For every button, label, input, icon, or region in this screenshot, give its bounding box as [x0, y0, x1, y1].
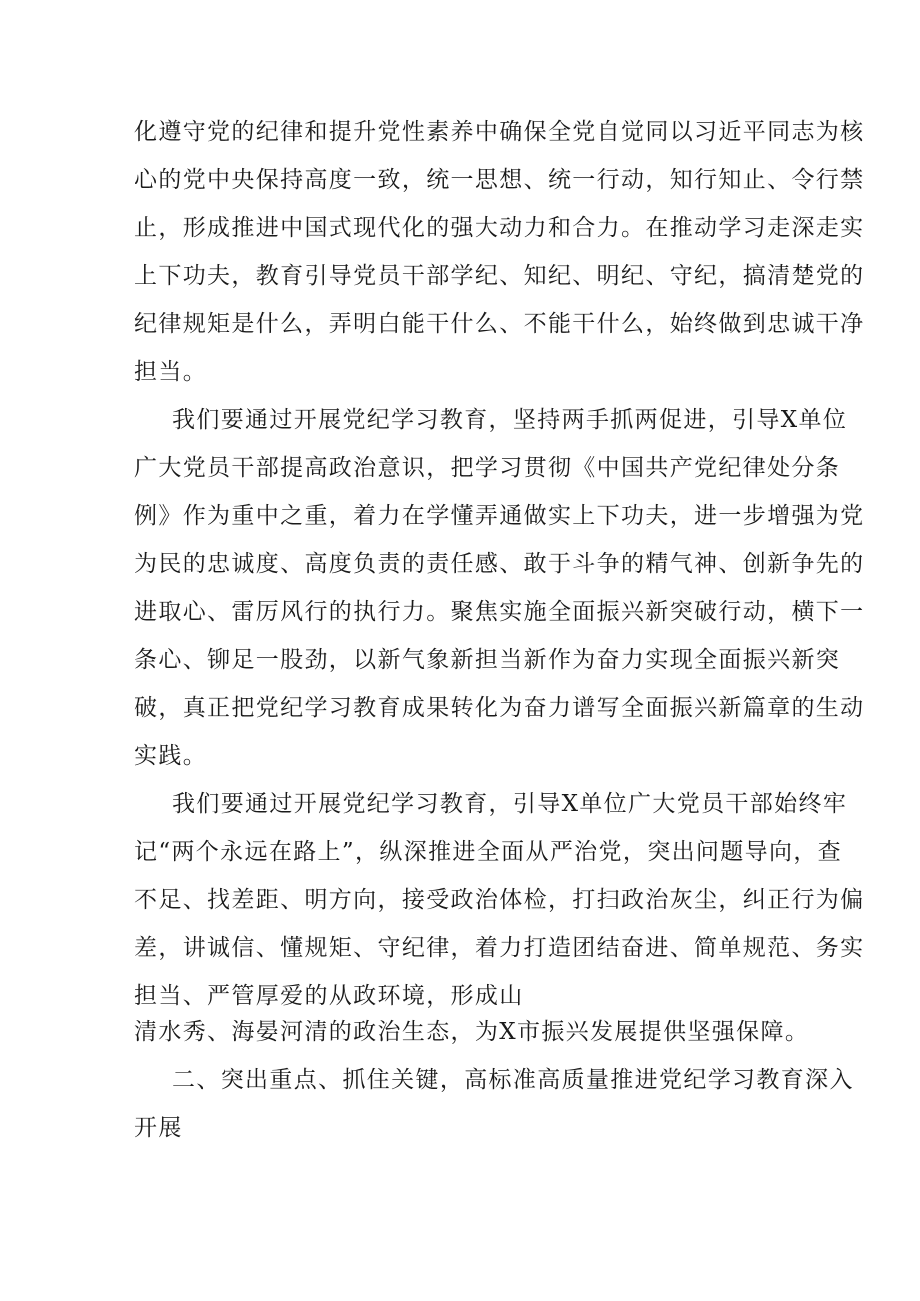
p2-line-5: 进取心、雷厉风行的执行力。聚焦实施全面振兴新突破行动，横下一 [134, 599, 865, 625]
p2-line-3: 例》作为重中之重，着力在学懂弄通做实上下功夫，进一步增强为党 [134, 503, 865, 529]
p1-line-4: 上下功夫，教育引导党员干部学纪、知纪、明纪、守纪，搞清楚党的 [134, 263, 865, 289]
section-heading-line-2: 开展 [134, 1115, 183, 1141]
p3-line-1: 我们要通过开展党纪学习教育，引导X单位广大党员干部始终牢 [172, 791, 848, 817]
p1-line-2: 心的党中央保持高度一致，统一思想、统一行动，知行知止、令行禁 [134, 167, 865, 193]
p3-line-2: 记“两个永远在路上”，纵深推进全面从严治党，突出问题导向，查 [134, 839, 843, 865]
p1-line-6: 担当。 [134, 359, 208, 385]
p3-line-3: 不足、找差距、明方向，接受政治体检，打扫政治灰尘，纠正行为偏 [134, 887, 865, 913]
p2-line-8: 实践。 [134, 743, 208, 769]
p2-line-1: 我们要通过开展党纪学习教育，坚持两手抓两促进，引导X单位 [172, 407, 848, 433]
p1-line-3: 止，形成推进中国式现代化的强大动力和合力。在推动学习走深走实 [134, 215, 865, 241]
p3-line-5: 担当、严管厚爱的从政环境，形成山 [134, 983, 524, 1009]
section-heading-line-1: 二、突出重点、抓住关键，高标准高质量推进党纪学习教育深入 [172, 1067, 854, 1093]
p1-line-5: 纪律规矩是什么，弄明白能干什么、不能干什么，始终做到忠诚干净 [134, 311, 865, 337]
p2-line-6: 条心、铆足一股劲，以新气象新担当新作为奋力实现全面振兴新突 [134, 647, 841, 673]
p3-line-4: 差，讲诚信、懂规矩、守纪律，着力打造团结奋进、简单规范、务实 [134, 935, 865, 961]
p1-line-1: 化遵守党的纪律和提升党性素养中确保全党自觉同以习近平同志为核 [134, 119, 865, 145]
p2-line-7: 破，真正把党纪学习教育成果转化为奋力谱写全面振兴新篇章的生动 [134, 695, 865, 721]
p2-line-4: 为民的忠诚度、高度负责的责任感、敢于斗争的精气神、创新争先的 [134, 551, 865, 577]
p2-line-2: 广大党员干部提高政治意识，把学习贯彻《中国共产党纪律处分条 [134, 455, 841, 481]
p3-line-6: 清水秀、海晏河清的政治生态，为X市振兴发展提供坚强保障。 [134, 1019, 810, 1045]
